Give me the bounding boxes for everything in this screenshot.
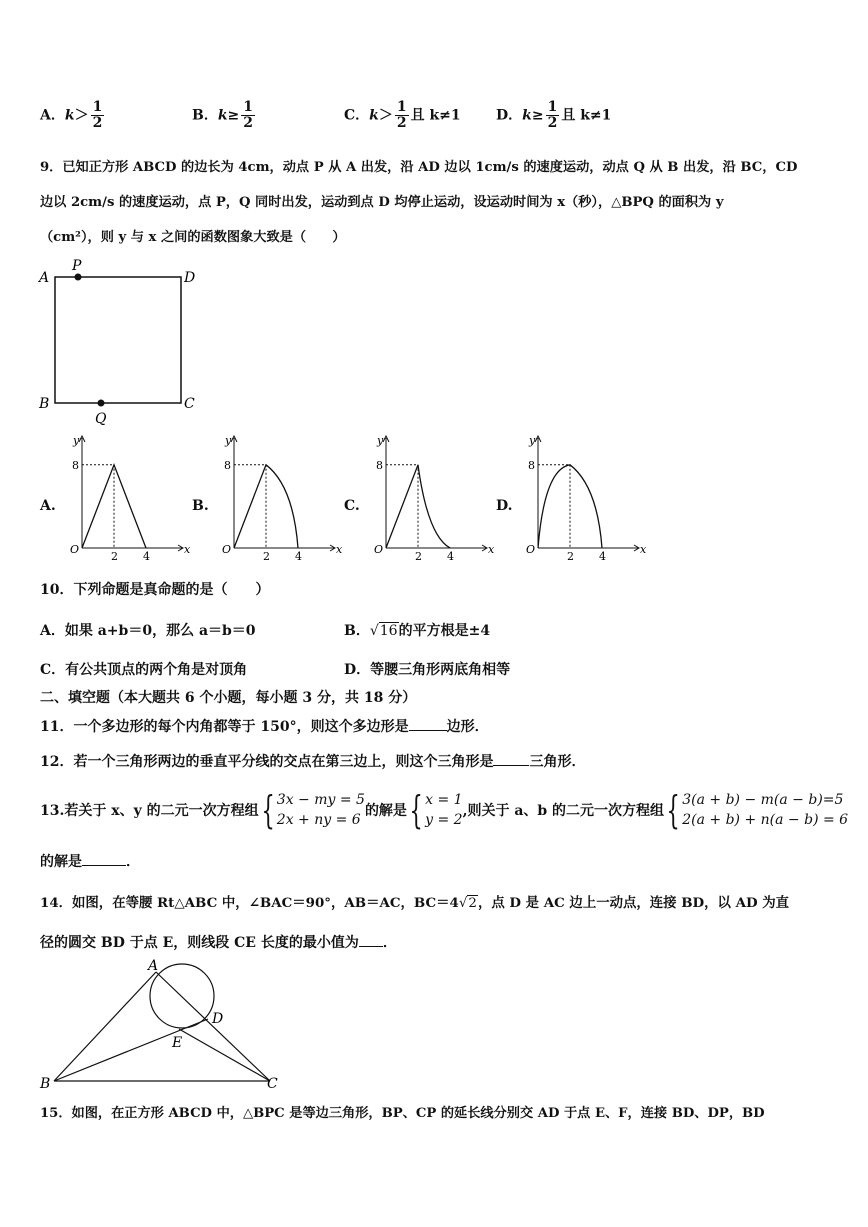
q9-line1: 9．已知正方形 ABCD 的边长为 4cm，动点 P 从 A 出发，沿 AD 边以 1cm/s 的速度运动，动点 Q 从 B 出发，沿 BC，CD [40, 160, 798, 175]
section-heading: 二、填空题（本大题共 6 个小题，每小题 3 分，共 18 分） [40, 690, 417, 706]
x-axis-label: x [336, 543, 342, 556]
x-tick-2: 2 [567, 550, 574, 562]
fig-label-d: D [212, 1011, 224, 1027]
square-figure [30, 255, 210, 430]
x-tick-2: 2 [415, 550, 422, 562]
q12: 12．若一个三角形两边的垂直平分线的交点在第三边上，则这个三角形是 三角形． [40, 754, 586, 770]
circle-ad [150, 964, 214, 1028]
x-axis-label: x [640, 543, 646, 556]
graph-d [516, 432, 646, 562]
origin-label: O [374, 543, 384, 556]
y-tick-8: 8 [224, 458, 231, 472]
fig-label-b: B [40, 1076, 51, 1092]
q8-option-a: A．k＞ $\frac{1}{2}$ [40, 99, 103, 131]
label-p: P [72, 258, 82, 274]
graph-a [60, 432, 190, 562]
label-b: B [39, 396, 50, 412]
origin-label: O [222, 543, 232, 556]
q8-option-d: D．k≥ $\frac{1}{2}$ 且 k≠1 [496, 99, 612, 131]
y-axis-label: y [73, 434, 80, 447]
q9-line2: 边以 2cm/s 的速度运动，点 P，Q 同时出发，运动到点 D 均停止运动，设运动时间为 x（秒），△BPQ 的面积为 y [40, 195, 724, 210]
label-d: D [184, 270, 196, 286]
x-axis-label: x [184, 543, 190, 556]
label-c: C [184, 396, 195, 412]
q10-option-b: B．√16的平方根是±4 [344, 623, 491, 639]
q13: 13.若关于 x、y 的二元一次方程组{ 3x − my = 5 2x + ny = 6的解是{ x = 1 y = 2,则关于 a、b 的二元一次方程组{ 3(a + b) − m(a − b)=5 2(a + b) + n(a − b) = 6 [40, 788, 849, 832]
point-q [98, 400, 105, 407]
q15-line1: 15．如图，在正方形 ABCD 中，△BPC 是等边三角形，BP、CP 的延长线分别交 AD 于点 E、F，连接 BD、DP，BD [40, 1106, 765, 1121]
x-tick-4: 4 [295, 550, 302, 562]
q10-option-c: C．有公共顶点的两个角是对顶角 [40, 662, 248, 678]
y-axis-label: y [225, 434, 232, 447]
origin-label: O [70, 543, 80, 556]
q8-option-c: C．k＞ $\frac{1}{2}$ 且 k≠1 [344, 99, 461, 131]
y-axis-label: y [529, 434, 536, 447]
x-tick-2: 2 [263, 550, 270, 562]
x-tick-4: 4 [599, 550, 606, 562]
q14-line1: 14．如图，在等腰 Rt△ABC 中，∠BAC＝90°，AB＝AC，BC＝4√2，点 D 是 AC 边上一动点，连接 BD，以 AD 为直 [40, 895, 790, 911]
q11: 11．一个多边形的每个内角都等于 150°，则这个多边形是 边形． [40, 719, 489, 735]
fig-label-c: C [267, 1076, 278, 1092]
q9-line3: （cm²），则 y 与 x 之间的函数图象大致是（ ） [40, 230, 346, 245]
y-tick-8: 8 [72, 458, 79, 472]
point-p [75, 274, 82, 281]
y-axis-label: y [377, 434, 384, 447]
q10-option-a: A．如果 a+b＝0，那么 a＝b＝0 [40, 623, 256, 639]
graph-b [212, 432, 342, 562]
x-axis-label: x [488, 543, 494, 556]
x-tick-4: 4 [143, 550, 150, 562]
x-tick-2: 2 [111, 550, 118, 562]
label-a: A [39, 270, 50, 286]
q8-option-b: B．k≥ $\frac{1}{2}$ [192, 99, 254, 131]
y-tick-8: 8 [528, 458, 535, 472]
fig-label-e: E [172, 1035, 183, 1051]
fig-label-a: A [148, 958, 159, 974]
q9-graph-a-label: A. [40, 498, 56, 514]
q10-option-d: D．等腰三角形两底角相等 [344, 662, 511, 678]
q14-figure [30, 955, 290, 1095]
graph-c [364, 432, 494, 562]
q9-graph-d-label: D. [496, 498, 513, 514]
q9-graph-b-label: B. [192, 498, 209, 514]
q9-graph-c-label: C. [344, 498, 360, 514]
label-q: Q [95, 411, 107, 427]
origin-label: O [526, 543, 536, 556]
square-abcd [55, 277, 181, 403]
x-tick-4: 4 [447, 550, 454, 562]
q13-answer-line: 的解是 ． [40, 854, 140, 870]
y-tick-8: 8 [376, 458, 383, 472]
q10-stem: 10．下列命题是真命题的是（ ） [40, 582, 270, 598]
segment-ab [54, 972, 156, 1081]
q14-line2: 径的圆交 BD 于点 E，则线段 CE 长度的最小值为 ． [40, 935, 397, 951]
